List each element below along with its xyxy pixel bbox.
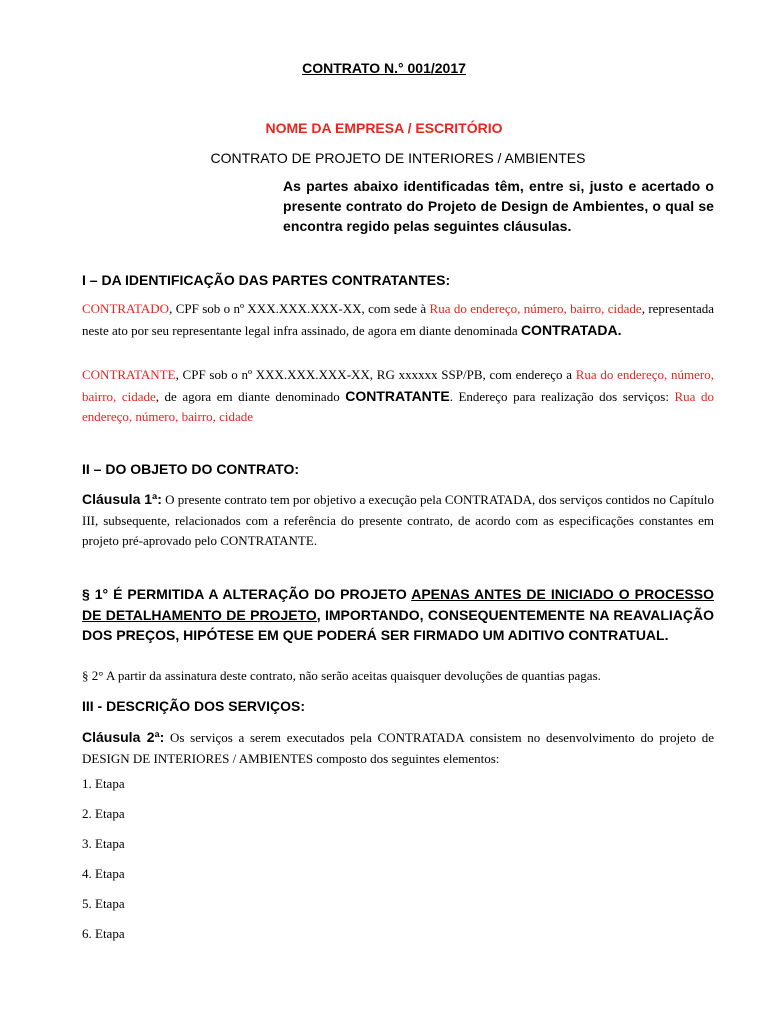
- clause-2-paragraph: [82, 727, 714, 769]
- section-1-heading: I – DA IDENTIFICAÇÃO DAS PARTES CONTRATANTES:: [82, 272, 451, 288]
- contratado-text-2: , representada neste ato por seu representante legal infra assinado, de agora em diante denominada: [82, 301, 714, 338]
- section-3-heading: III - DESCRIÇÃO DOS SERVIÇOS:: [82, 698, 305, 714]
- list-item: 6. Etapa: [82, 926, 125, 941]
- contratado-paragraph: [82, 299, 714, 341]
- contratado-address: Rua do endereço, número, bairro, cidade: [429, 301, 642, 316]
- list-item: 2. Etapa: [82, 806, 125, 821]
- intro-paragraph: As partes abaixo identificadas têm, entre si, justo e acertado o presente contrato do Projeto de Design de Ambientes, o qual se encontra regido pelas seguintes cláusulas.: [283, 178, 714, 234]
- clause-1-label: Cláusula 1ª:: [82, 491, 162, 507]
- paragraph-1-text-b: IMPORTANDO, CONSEQUENTEMENTE NA REAVALIAÇÃO DOS PREÇOS, HIPÓTESE EM QUE PODERÁ SER FIRMADO UM ADITIVO CONTRATUAL.: [82, 606, 715, 643]
- contratante-bold: CONTRATANTE: [345, 387, 450, 404]
- paragraph-1-underlined: APENAS ANTES DE INICIADO O PROCESSO DE DETALHAMENTO DE PROJETO,: [82, 586, 714, 623]
- service-address: Rua do endereço, número, bairro, cidade: [82, 388, 714, 424]
- list-item: 4. Etapa: [82, 866, 125, 881]
- contratado-text-1: , CPF sob o nº XXX.XXX.XXX-XX, com sede à: [169, 301, 430, 316]
- clause-2-label: Cláusula 2ª:: [82, 729, 165, 745]
- list-item: 1. Etapa: [82, 776, 125, 791]
- contratante-text-2: , de agora em diante denominado: [155, 388, 346, 404]
- clause-1-text: O presente contrato tem por objetivo a execução pela CONTRATADA, dos serviços contidos no Capítulo III, subsequente, relacionados com a referência do presente contrato, de acordo com as especificações constantes em projeto pré-aprovado pelo CONTRATANTE.: [82, 492, 714, 548]
- paragraph-1-notice: [82, 584, 714, 646]
- contratante-address: Rua do endereço, número, bairro, cidade: [82, 367, 714, 404]
- contratante-text-1: , CPF sob o nº XXX.XXX.XXX-XX, RG xxxxxx SSP/PB, com endereço a: [175, 367, 576, 382]
- contratado-label: CONTRATADO: [82, 301, 170, 316]
- clause-2-text: Os serviços a serem executados pela CONTRATADA consistem no desenvolvimento do projeto de DESIGN DE INTERIORES / AMBIENTES composto dos seguintes elementos:: [82, 730, 714, 766]
- list-item: 3. Etapa: [82, 836, 125, 851]
- contratante-text-3: . Endereço para realização dos serviços:: [449, 388, 675, 404]
- section-2-heading: II – DO OBJETO DO CONTRATO:: [82, 461, 300, 477]
- list-item: 5. Etapa: [82, 896, 125, 911]
- paragraph-2: § 2° A partir da assinatura deste contrato, não serão aceitas quaisquer devoluções de quantias pagas.: [82, 668, 601, 683]
- contratada-bold: CONTRATADA.: [520, 321, 622, 338]
- paragraph-1-text-a: § 1° É PERMITIDA A ALTERAÇÃO DO PROJETO: [82, 586, 412, 602]
- contratante-paragraph: [82, 365, 714, 428]
- contratante-label: CONTRATANTE: [82, 367, 176, 382]
- clause-1-paragraph: [82, 489, 714, 552]
- contract-title: CONTRATO N.° 001/2017: [302, 60, 466, 76]
- company-name: NOME DA EMPRESA / ESCRITÓRIO: [265, 120, 503, 136]
- contract-subtitle: CONTRATO DE PROJETO DE INTERIORES / AMBIENTES: [210, 150, 586, 166]
